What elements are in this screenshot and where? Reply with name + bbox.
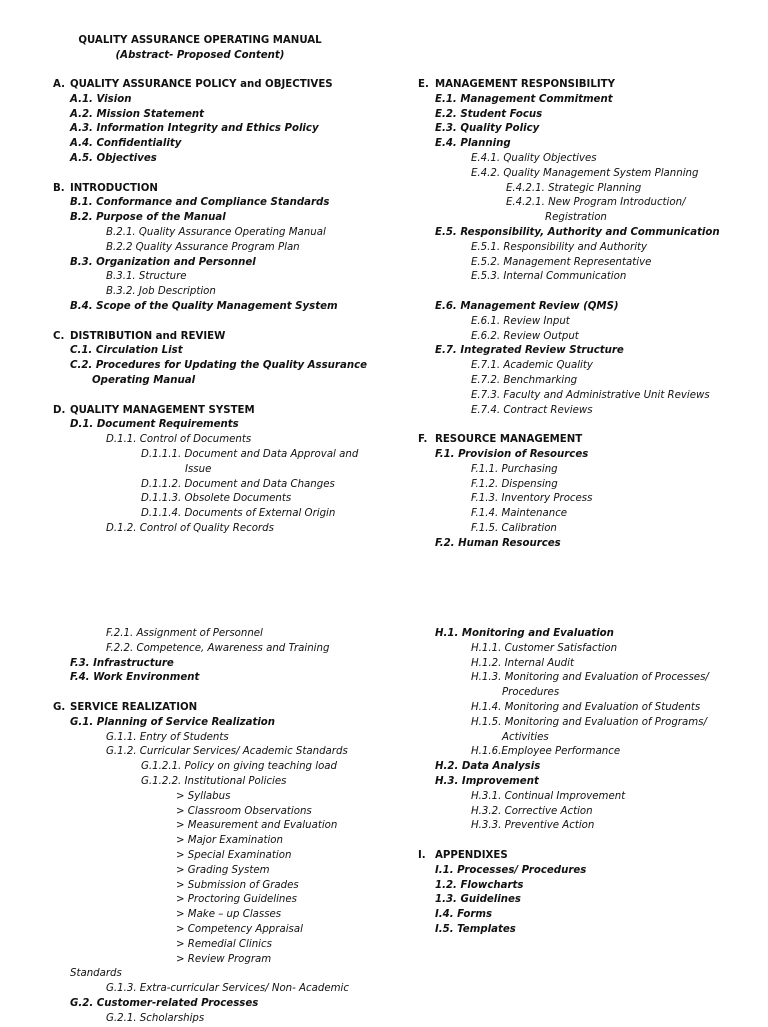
topic-entry: E.7.4. Contract Reviews [471,404,593,416]
subtopic-entry: D.1.1.1. Document and Data Approval and [141,448,359,460]
subsection-entry: G.2. Customer-related Processes [70,997,259,1009]
section-heading-text: APPENDIXES [435,849,508,861]
section-heading [53,701,393,716]
topic-entry: H.3.3. Preventive Action [471,820,595,832]
topic-entry: H.1.2. Internal Audit [471,657,574,669]
bullet-entry: > Classroom Observations [176,805,312,817]
topic-entry: Standards [70,968,122,980]
subsection-entry: C.1. Circulation List [70,345,183,357]
section-heading-text: QUALITY ASSURANCE POLICY and OBJECTIVES [70,79,333,90]
page1-left-column [53,78,393,537]
subsection-entry: I.4. Forms [435,909,493,921]
document-title: QUALITY ASSURANCE OPERATING MANUAL [78,35,322,46]
topic-entry: E.6.1. Review Input [471,315,570,327]
topic-entry: F.2.2. Competence, Awareness and Training [106,642,330,654]
topic-entry: Procedures [502,687,560,699]
topic-entry: H.1.4. Monitoring and Evaluation of Students [471,701,701,713]
topic-entry: H.3.2. Corrective Action [471,805,593,817]
topic-entry: E.5.2. Management Representative [471,256,652,268]
section-heading [418,78,763,93]
subtopic-entry: Issue [185,463,212,475]
section-letter: E. [418,79,429,90]
subtopic-entry: G.1.2.1. Policy on giving teaching load [141,761,338,773]
subtopic-entry: E.4.2.1. Strategic Planning [506,182,642,194]
subtopic-entry: E.4.2.1. New Program Introduction/ [506,197,686,209]
topic-entry: B.3.1. Structure [106,271,187,283]
topic-entry: D.1.1. Control of Documents [106,434,252,446]
subsection-entry: A.1. Vision [70,93,132,105]
topic-entry: B.2.1. Quality Assurance Operating Manual [106,226,326,238]
section-spacer [53,167,393,182]
section-spacer [53,686,393,701]
section-letter: B. [53,182,65,194]
topic-entry: H.3.1. Continual Improvement [471,790,626,802]
section-spacer [418,418,763,433]
topic-entry: E.4.1. Quality Objectives [471,152,597,164]
section-spacer [53,315,393,330]
section-heading [418,433,763,448]
subsection-entry: F.2. Human Resources [435,537,561,549]
topic-entry: E.7.1. Academic Quality [471,360,593,372]
topic-entry: Activities [502,731,549,743]
topic-entry: H.1.1. Customer Satisfaction [471,642,618,654]
topic-entry: F.1.4. Maintenance [471,508,568,520]
bullet-entry: > Submission of Grades [176,879,299,891]
subsection-entry: B.3. Organization and Personnel [70,256,256,268]
section-spacer [418,834,763,849]
subsection-entry: C.2. Procedures for Updating the Quality Assurance [70,360,368,372]
subsection-entry: 1.3. Guidelines [435,894,521,906]
topic-entry: F.1.5. Calibration [471,522,557,534]
section-spacer [53,389,393,404]
section-heading-text: QUALITY MANAGEMENT SYSTEM [70,404,255,416]
page2-right-column [418,627,763,938]
section-heading-text: DISTRIBUTION and REVIEW [70,330,226,342]
topic-entry: B.2.2 Quality Assurance Program Plan [106,241,300,253]
subsection-entry: E.1. Management Commitment [435,93,613,105]
topic-entry: B.3.2. Job Description [106,286,216,298]
subsection-entry: F.4. Work Environment [70,672,200,684]
section-letter: D. [53,404,66,416]
subsection-entry: D.1. Document Requirements [70,419,239,431]
topic-entry: H.1.5. Monitoring and Evaluation of Programs/ [471,716,707,728]
bullet-entry: > Special Examination [176,849,292,861]
topic-entry: G.1.2. Curricular Services/ Academic Standards [106,746,348,758]
topic-entry: F.1.1. Purchasing [471,463,558,475]
section-heading-text: SERVICE REALIZATION [70,701,198,713]
subsection-entry: B.4. Scope of the Quality Management System [70,300,338,312]
subsection-entry: G.1. Planning of Service Realization [70,716,276,728]
subsection-entry: F.1. Provision of Resources [435,448,589,460]
bullet-entry: > Measurement and Evaluation [176,820,338,832]
subsection-entry: E.6. Management Review (QMS) [435,300,619,312]
subsection-entry: E.7. Integrated Review Structure [435,345,624,357]
topic-entry: H.1.3. Monitoring and Evaluation of Processes/ [471,672,709,684]
subsection-entry: B.2. Purpose of the Manual [70,212,226,224]
topic-entry: E.7.2. Benchmarking [471,374,578,386]
section-heading [53,330,393,345]
subsection-entry: I.1. Processes/ Procedures [435,864,587,876]
subsection-entry: E.4. Planning [435,138,511,150]
subsection-entry: A.5. Objectives [70,152,157,164]
section-letter: F. [418,434,428,446]
topic-entry: E.5.1. Responsibility and Authority [471,241,648,253]
bullet-entry: > Grading System [176,864,270,876]
section-letter: G. [53,701,66,713]
subsection-entry: B.1. Conformance and Compliance Standards [70,197,330,209]
subtopic-entry: Registration [545,212,607,224]
section-heading [53,404,393,419]
bullet-entry: > Major Examination [176,835,283,847]
bullet-entry: > Remedial Clinics [176,938,272,950]
subsection-entry: E.2. Student Focus [435,108,543,120]
document-subtitle: (Abstract- Proposed Content) [115,49,285,61]
topic-entry: F.1.3. Inventory Process [471,493,593,505]
subsection-entry: H.1. Monitoring and Evaluation [435,628,614,639]
topic-entry: F.2.1. Assignment of Personnel [106,628,263,639]
subsection-entry: H.2. Data Analysis [435,761,541,773]
topic-entry: G.1.3. Extra-curricular Services/ Non- Academic [106,983,349,995]
bullet-entry: > Proctoring Guidelines [176,894,297,906]
subsection-entry: 1.2. Flowcharts [435,879,524,891]
topic-entry: D.1.2. Control of Quality Records [106,522,274,534]
subtopic-entry: D.1.1.2. Document and Data Changes [141,478,335,490]
bullet-entry: > Make – up Classes [176,909,282,921]
page1-right-column [418,78,763,552]
subsection-entry: H.3. Improvement [435,775,539,787]
subsection-entry: A.4. Confidentiality [70,138,182,150]
topic-entry: E.6.2. Review Output [471,330,579,342]
topic-entry: E.5.3. Internal Communication [471,271,627,283]
topic-entry: G.1.1. Entry of Students [106,731,229,743]
section-heading [53,78,393,93]
bullet-entry: > Competency Appraisal [176,923,303,935]
bullet-entry: > Review Program [176,953,272,965]
topic-entry: F.1.2. Dispensing [471,478,558,490]
section-letter: C. [53,330,65,342]
subsection-entry: E.5. Responsibility, Authority and Communication [435,226,720,238]
section-heading-text: RESOURCE MANAGEMENT [435,434,583,446]
subtopic-entry: D.1.1.3. Obsolete Documents [141,493,292,505]
section-letter: I. [418,849,426,861]
topic-entry: E.7.3. Faculty and Administrative Unit Reviews [471,389,710,401]
section-heading-text: INTRODUCTION [70,182,158,194]
topic-entry: E.4.2. Quality Management System Planning [471,167,699,179]
subsection-entry: F.3. Infrastructure [70,657,174,669]
subsection-entry: E.3. Quality Policy [435,123,540,135]
bullet-entry: > Syllabus [176,790,231,802]
section-spacer [418,285,763,300]
topic-entry: H.1.6.Employee Performance [471,746,621,758]
page2-left-column [53,627,393,1027]
subtopic-entry: G.1.2.2. Institutional Policies [141,775,287,787]
section-letter: A. [53,79,65,90]
section-heading-text: MANAGEMENT RESPONSIBILITY [435,79,615,90]
subsection-entry: A.2. Mission Statement [70,108,205,120]
section-heading [418,849,763,864]
section-heading [53,182,393,197]
subsection-entry: A.3. Information Integrity and Ethics Policy [70,123,319,135]
subtopic-entry: D.1.1.4. Documents of External Origin [141,508,336,520]
document-title-block [0,34,400,64]
topic-entry: G.2.1. Scholarships [106,1012,205,1024]
subsection-entry: Operating Manual [92,374,196,386]
subsection-entry: I.5. Templates [435,923,516,935]
